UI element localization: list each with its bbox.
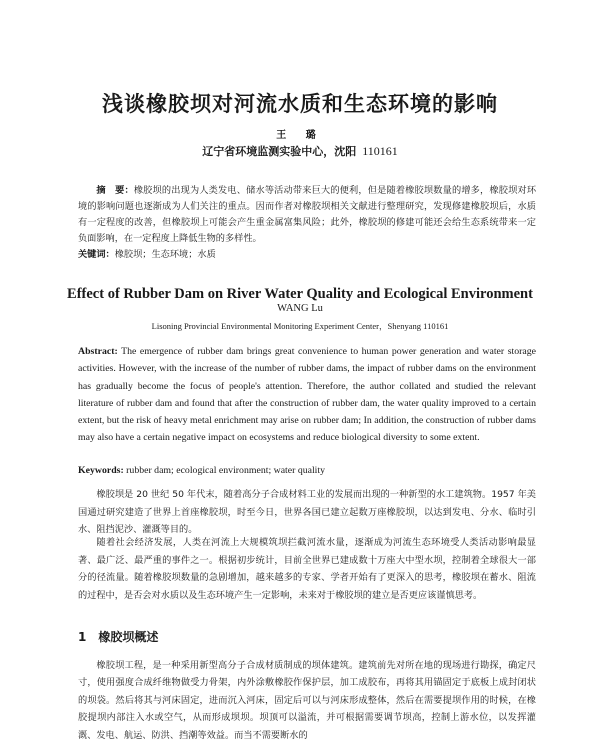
body-paragraph-2: 随着社会经济发展，人类在河流上大规模筑坝拦截河流水量，逐渐成为河流生态环境受人类活动影响最显著、最广泛、最严重的事件之一。根据初步统计，目前全世界已建成数十万座大中型水坝，控制着全球很大一部分的径流量。随着橡胶坝数量的急剧增加，越来越多的专家、学者开始有了更深入的思考，橡胶坝在蓄水、阻流的过程中，是否会对水质以及生态环境产生一定影响，未来对于橡胶坝的建立是否更应该谨慎思考。 <box>78 537 536 601</box>
chinese-abstract-text: 橡胶坝的出现为人类发电、储水等活动带来巨大的便利，但是随着橡胶坝数量的增多，橡胶坝对环境的影响问题也逐渐成为人们关注的重点。因而作者对橡胶坝相关文献进行整理研究，发现修建橡胶坝后，水质有一定程度的改善，但橡胶坝上可能会产生重金属富集风险；此外，橡胶坝的修建可能还会给生态系统带来一定负面影响，在一定程度上降低生物的多样性。 <box>78 185 537 244</box>
chinese-keywords-label: 关键词： <box>78 249 115 260</box>
chinese-affiliation-name: 辽宁省环境监测实验中心，沈阳 <box>202 145 357 158</box>
chinese-postcode: 110161 <box>362 144 398 158</box>
section-number: 1 <box>78 630 87 644</box>
english-abstract-label: Abstract: <box>78 346 118 357</box>
chinese-keywords <box>78 247 536 263</box>
chinese-keywords-text: 橡胶坝；生态环境；水质 <box>114 249 216 260</box>
english-abstract <box>78 343 536 447</box>
english-keywords-text: rubber dam; ecological environment; water quality <box>123 465 326 476</box>
section-title: 橡胶坝概述 <box>98 630 159 644</box>
english-affiliation: Lisoning Provincial Environmental Monitoring Experiment Center，Shenyang 110161 <box>151 321 449 331</box>
body-paragraph-3: 橡胶坝工程，是一种采用新型高分子合成材质制成的坝体建筑。建筑前先对所在地的现场进行勘探，确定尺寸，使用强度合成纤维物做受力骨架，内外涂敷橡胶作保护层，加工成胶布，再将其用锚固定于底板上成封闭状的坝袋。然后将其与河床固定，进而沉入河床，固定后可以与河床形成整体，然后在需要提坝作用的时候，在橡胶提坝内部注入水或空气，从而形成坝坝。坝顶可以溢流，并可根据需要调节坝高，控制上游水位，以发挥灌溉、发电、航运、防洪、挡潮等效益。而当不需要断水的 <box>78 660 536 741</box>
chinese-affiliation <box>0 143 600 159</box>
english-title: Effect of Rubber Dam on River Water Quality and Ecological Environment <box>67 286 533 302</box>
chinese-title: 浅谈橡胶坝对河流水质和生态环境的影响 <box>102 91 498 116</box>
english-keywords-label: Keywords: <box>78 465 124 476</box>
chinese-abstract-label: 摘 要： <box>96 185 134 196</box>
section-heading <box>78 628 158 645</box>
english-abstract-text: The emergence of rubber dam brings great convenience to human power generation and water storage activities. However, with the increase of the number of rubber dams, the impact of rubber dams on the environment has gradually become the focus of people's attention. Therefore, the author collated and studied the relevant literature of rubber dam and found that after the construction of rubber dam, the water quality improved to a certain extent, but the risk of heavy metal enrichment may arise on rubber dam; In addition, the construction of rubber dams may also have a certain negative impact on ecosystems and reduce biological diversity to some extent. <box>78 346 536 444</box>
english-author: WANG Lu <box>277 303 323 314</box>
body-paragraph-1: 橡胶坝是 20 世纪 50 年代末，随着高分子合成材料工业的发展而出现的一种新型的水工建筑物。1957 年美国通过研究建造了世界上首座橡胶坝，时至今日，世界各国已建立起数万座橡胶坝，以达到发电、分水、临时引水、阻挡泥沙、灌溉等目的。 <box>78 489 536 536</box>
chinese-abstract <box>78 183 536 247</box>
english-keywords <box>78 462 536 479</box>
chinese-author: 王 璐 <box>276 130 324 141</box>
